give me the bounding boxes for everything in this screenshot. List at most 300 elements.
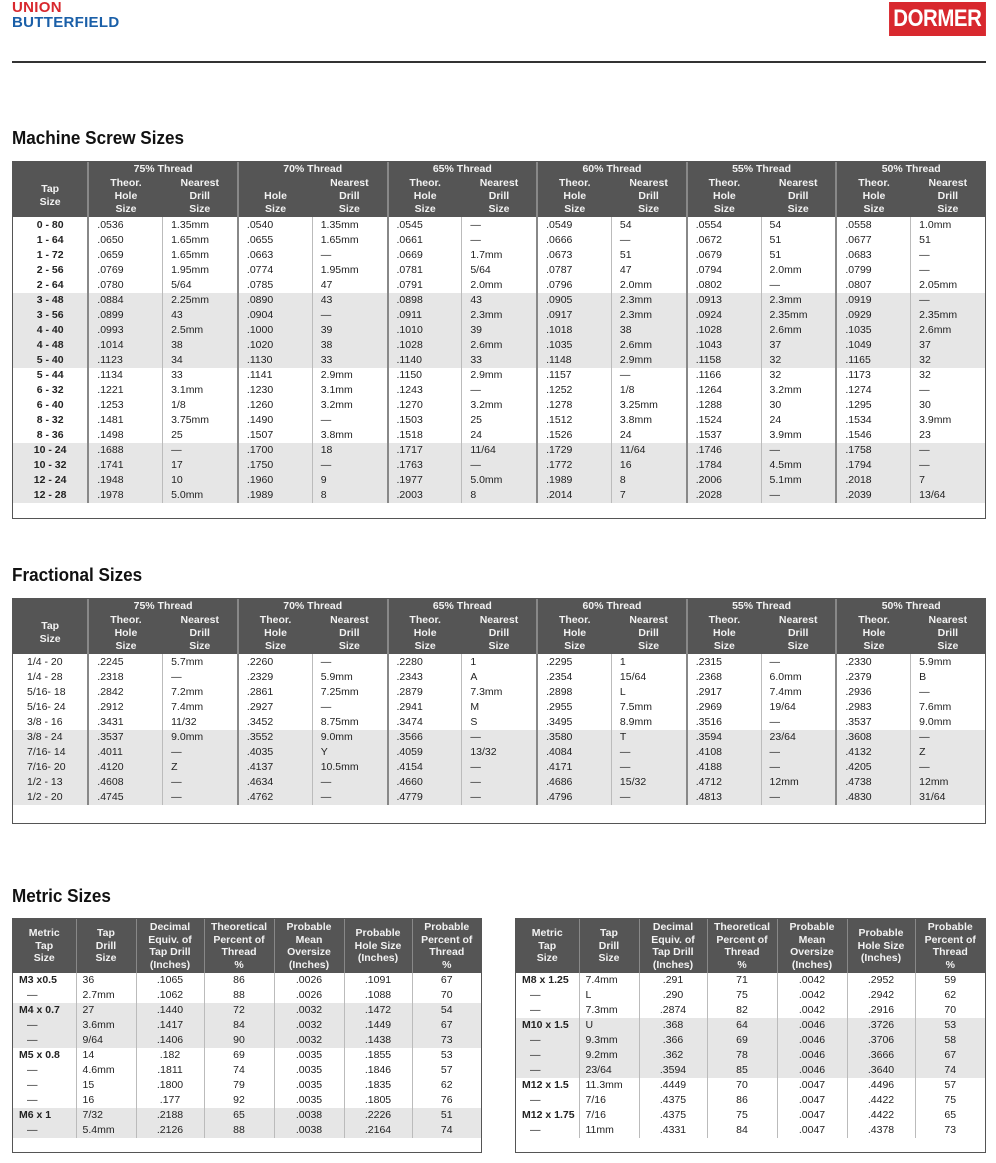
machine-value-cell: .1960 xyxy=(238,473,312,488)
fractional-value-cell: 23/64 xyxy=(761,730,836,745)
machine-value-cell: 23 xyxy=(911,428,985,443)
metric-left-value-cell: 16 xyxy=(76,1093,136,1108)
fractional-value-cell: 6.0mm xyxy=(761,670,836,685)
fractional-value-cell: .4608 xyxy=(88,775,162,790)
logo-line-butterfield: BUTTERFIELD xyxy=(12,14,120,31)
metric-right-value-cell: 7.4mm xyxy=(579,973,639,988)
machine-value-cell: 1.7mm xyxy=(462,248,537,263)
fractional-value-cell: 5.9mm xyxy=(312,670,387,685)
machine-value-cell: .1546 xyxy=(836,428,910,443)
machine-value-cell: .0899 xyxy=(88,308,162,323)
fractional-value-cell: — xyxy=(911,685,985,700)
machine-value-cell: 25 xyxy=(163,428,238,443)
metric-left-metric-size-cell: — xyxy=(13,1123,76,1138)
fractional-thread-group-header: 60% Thread xyxy=(537,599,687,614)
machine-value-cell: .1260 xyxy=(238,398,312,413)
metric-left-row xyxy=(13,1093,481,1108)
machine-row xyxy=(13,458,985,473)
metric-left-value-cell: .0038 xyxy=(274,1108,344,1123)
metric-right-value-cell: .0047 xyxy=(777,1093,847,1108)
machine-value-cell: 30 xyxy=(911,398,985,413)
metric-right-value-cell: 84 xyxy=(707,1123,777,1138)
machine-value-cell: 17 xyxy=(163,458,238,473)
metric-right-value-cell: .4331 xyxy=(639,1123,707,1138)
metric-right-value-cell: .2916 xyxy=(847,1003,915,1018)
metric-right-value-cell: .4375 xyxy=(639,1093,707,1108)
machine-value-cell: 2.6mm xyxy=(462,338,537,353)
machine-value-cell: .1157 xyxy=(537,368,611,383)
fractional-value-cell: .4762 xyxy=(238,790,312,805)
machine-row xyxy=(13,338,985,353)
fractional-thread-group-header: 65% Thread xyxy=(388,599,538,614)
metric-left-value-cell: 86 xyxy=(204,973,274,988)
machine-value-cell: 11/64 xyxy=(611,443,686,458)
metric-right-value-cell: .368 xyxy=(639,1018,707,1033)
metric-left-value-cell: .1472 xyxy=(344,1003,412,1018)
metric-right-value-cell: L xyxy=(579,988,639,1003)
metric-right-metric-size-cell: — xyxy=(530,1004,541,1016)
metric-left-value-cell: .1062 xyxy=(136,988,204,1003)
machine-value-cell: .1717 xyxy=(388,443,462,458)
machine-thread-group-header: 70% Thread xyxy=(238,162,388,177)
fractional-value-cell: 7.25mm xyxy=(312,685,387,700)
fractional-value-cell: — xyxy=(163,775,238,790)
metric-left-value-cell: .0035 xyxy=(274,1048,344,1063)
machine-value-cell: 5/64 xyxy=(462,263,537,278)
machine-value-cell: 32 xyxy=(911,368,985,383)
machine-value-cell: .0924 xyxy=(687,308,761,323)
machine-value-cell: 33 xyxy=(462,353,537,368)
fractional-value-cell: — xyxy=(911,730,985,745)
machine-value-cell: .1490 xyxy=(238,413,312,428)
machine-value-cell: .1989 xyxy=(537,473,611,488)
metric-right-value-cell: .4375 xyxy=(639,1108,707,1123)
fractional-value-cell: .3474 xyxy=(388,715,462,730)
metric-left-value-cell: .0032 xyxy=(274,1033,344,1048)
machine-value-cell: — xyxy=(611,368,686,383)
fractional-nearest-drill-size-header: Nearest Drill Size xyxy=(761,614,836,654)
dormer-logo: DORMER xyxy=(889,2,986,36)
machine-value-cell: 47 xyxy=(312,278,387,293)
machine-value-cell: 24 xyxy=(761,413,836,428)
metric-left-row xyxy=(13,1123,481,1138)
machine-header-group-row xyxy=(13,162,985,177)
machine-theor-hole-size-header: Theor. Hole Size xyxy=(88,177,162,217)
machine-value-cell: .0785 xyxy=(238,278,312,293)
fractional-value-cell: 9.0mm xyxy=(911,715,985,730)
metric-left-row xyxy=(13,1078,481,1093)
metric-right-value-cell: .3706 xyxy=(847,1033,915,1048)
fractional-value-cell: .2343 xyxy=(388,670,462,685)
metric-right-value-cell: .3594 xyxy=(639,1063,707,1078)
machine-value-cell: .1288 xyxy=(687,398,761,413)
machine-value-cell: 39 xyxy=(462,323,537,338)
metric-right-value-cell: .0047 xyxy=(777,1078,847,1093)
machine-value-cell: 1.35mm xyxy=(312,217,387,233)
metric-right-value-cell: .366 xyxy=(639,1033,707,1048)
machine-nearest-drill-size-header: Nearest Drill Size xyxy=(911,177,985,217)
metric-left-row xyxy=(13,1108,481,1123)
fractional-value-cell: .2898 xyxy=(537,685,611,700)
metric-right-metric-size-cell: M8 x 1.25 xyxy=(522,974,569,986)
machine-value-cell: 51 xyxy=(611,248,686,263)
header-divider xyxy=(12,61,986,63)
metric-right-value-cell: .0046 xyxy=(777,1063,847,1078)
fractional-theor-hole-size-header: Theor. Hole Size xyxy=(836,614,910,654)
metric-right-metric-size-cell: M10 x 1.5 xyxy=(516,1018,579,1033)
fractional-value-cell: .3537 xyxy=(836,715,910,730)
machine-value-cell: .0796 xyxy=(537,278,611,293)
machine-value-cell: .1230 xyxy=(238,383,312,398)
fractional-tap-size-cell: 5/16- 18 xyxy=(27,686,66,698)
machine-value-cell: .2006 xyxy=(687,473,761,488)
machine-value-cell: .0919 xyxy=(836,293,910,308)
metric-left-metric-size-cell: — xyxy=(27,1094,38,1106)
machine-value-cell: 11/64 xyxy=(462,443,537,458)
machine-value-cell: .1123 xyxy=(88,353,162,368)
machine-value-cell: .1481 xyxy=(88,413,162,428)
machine-value-cell: .0890 xyxy=(238,293,312,308)
machine-value-cell: — xyxy=(761,488,836,503)
machine-value-cell: 24 xyxy=(462,428,537,443)
machine-tap-size-cell: 5 - 44 xyxy=(36,369,64,381)
fractional-value-cell: 9.0mm xyxy=(312,730,387,745)
fractional-value-cell: 1 xyxy=(611,654,686,670)
metric-right-header-row xyxy=(516,919,985,973)
machine-value-cell: 3.2mm xyxy=(462,398,537,413)
fractional-nearest-drill-size-header: Nearest Drill Size xyxy=(163,614,238,654)
machine-theor-hole-size-header: Theor. Hole Size xyxy=(687,177,761,217)
machine-value-cell: .1746 xyxy=(687,443,761,458)
machine-value-cell: 5.0mm xyxy=(163,488,238,503)
metric-left-value-cell: 70 xyxy=(412,988,481,1003)
machine-value-cell: .0774 xyxy=(238,263,312,278)
machine-value-cell: .0799 xyxy=(836,263,910,278)
machine-tap-size-cell: 12 - 28 xyxy=(13,488,88,503)
machine-value-cell: .1166 xyxy=(687,368,761,383)
machine-value-cell: .1130 xyxy=(238,353,312,368)
machine-value-cell: 2.35mm xyxy=(911,308,985,323)
machine-tap-size-header: Tap Size xyxy=(13,162,88,217)
fractional-value-cell: 12mm xyxy=(911,775,985,790)
machine-tap-size-cell: 2 - 56 xyxy=(36,264,64,276)
metric-right-value-cell: 73 xyxy=(915,1123,985,1138)
fractional-value-cell: .4796 xyxy=(537,790,611,805)
machine-nearest-drill-size-header: Nearest Drill Size xyxy=(761,177,836,217)
fractional-value-cell: .2315 xyxy=(687,654,761,670)
machine-row xyxy=(13,293,985,308)
machine-value-cell: 2.6mm xyxy=(761,323,836,338)
metric-right-column-header: Tap Drill Size xyxy=(579,919,639,973)
machine-value-cell: .0659 xyxy=(88,248,162,263)
machine-value-cell: 34 xyxy=(163,353,238,368)
metric-right-value-cell: .0047 xyxy=(777,1108,847,1123)
fractional-value-cell: .2295 xyxy=(537,654,611,670)
machine-row xyxy=(13,308,985,323)
metric-right-value-cell: 9.3mm xyxy=(579,1033,639,1048)
machine-value-cell: .0787 xyxy=(537,263,611,278)
machine-nearest-drill-size-header: Nearest Drill Size xyxy=(312,177,387,217)
fractional-value-cell: .4779 xyxy=(388,790,462,805)
fractional-value-cell: — xyxy=(312,775,387,790)
fractional-value-cell: .2969 xyxy=(687,700,761,715)
metric-right-value-cell: .3640 xyxy=(847,1063,915,1078)
machine-value-cell: — xyxy=(163,443,238,458)
machine-value-cell: 3.1mm xyxy=(312,383,387,398)
metric-right-column-header: Probable Percent of Thread % xyxy=(915,919,985,973)
metric-left-value-cell: .0035 xyxy=(274,1078,344,1093)
metric-right-value-cell: .4449 xyxy=(639,1078,707,1093)
logo-line-union: UNION xyxy=(12,0,62,16)
machine-value-cell: .1150 xyxy=(388,368,462,383)
machine-thread-group-header: 65% Thread xyxy=(388,162,538,177)
metric-left-row xyxy=(13,973,481,988)
metric-left-value-cell: .2188 xyxy=(136,1108,204,1123)
machine-value-cell: .1010 xyxy=(388,323,462,338)
machine-value-cell: — xyxy=(761,278,836,293)
fractional-value-cell: 13/32 xyxy=(462,745,537,760)
fractional-value-cell: — xyxy=(761,790,836,805)
machine-value-cell: 18 xyxy=(312,443,387,458)
fractional-value-cell: .4686 xyxy=(537,775,611,790)
fractional-value-cell: .4154 xyxy=(388,760,462,775)
machine-value-cell: .0554 xyxy=(687,217,761,233)
fractional-value-cell: .2330 xyxy=(836,654,910,670)
machine-value-cell: 2.3mm xyxy=(761,293,836,308)
machine-value-cell: .1134 xyxy=(88,368,162,383)
fractional-value-cell: 11/32 xyxy=(163,715,238,730)
metric-right-metric-size-cell: — xyxy=(530,989,541,1001)
fractional-value-cell: .2983 xyxy=(836,700,910,715)
machine-value-cell: .0904 xyxy=(238,308,312,323)
metric-right-value-cell: 62 xyxy=(915,988,985,1003)
metric-left-metric-size-cell: — xyxy=(27,1079,38,1091)
metric-left-value-cell: 74 xyxy=(412,1123,481,1138)
machine-value-cell: .1252 xyxy=(537,383,611,398)
machine-value-cell: .0898 xyxy=(388,293,462,308)
fractional-value-cell: B xyxy=(911,670,985,685)
fractional-value-cell: — xyxy=(611,790,686,805)
metric-right-value-cell: .4422 xyxy=(847,1108,915,1123)
machine-value-cell: .1028 xyxy=(687,323,761,338)
fractional-value-cell: 12mm xyxy=(761,775,836,790)
fractional-value-cell: — xyxy=(611,760,686,775)
metric-right-metric-size-cell: — xyxy=(530,1094,541,1106)
machine-value-cell: .0913 xyxy=(687,293,761,308)
metric-right-value-cell: U xyxy=(579,1018,639,1033)
metric-right-metric-size-cell: M12 x 1.5 xyxy=(522,1079,569,1091)
fractional-value-cell: .4830 xyxy=(836,790,910,805)
metric-left-value-cell: 5.4mm xyxy=(76,1123,136,1138)
metric-right-table xyxy=(516,919,985,1138)
metric-right-value-cell: .4378 xyxy=(847,1123,915,1138)
machine-tap-size-cell: 5 - 40 xyxy=(13,353,88,368)
metric-left-value-cell: 51 xyxy=(412,1108,481,1123)
machine-value-cell: — xyxy=(911,248,985,263)
fractional-row xyxy=(13,760,985,775)
machine-value-cell: — xyxy=(312,308,387,323)
machine-value-cell: .0802 xyxy=(687,278,761,293)
machine-value-cell: .1537 xyxy=(687,428,761,443)
fractional-value-cell: .3552 xyxy=(238,730,312,745)
machine-value-cell: .0791 xyxy=(388,278,462,293)
metric-right-value-cell: .362 xyxy=(639,1048,707,1063)
machine-value-cell: 16 xyxy=(611,458,686,473)
machine-theor-hole-size-header: Theor. Hole Size xyxy=(537,177,611,217)
metric-right-value-cell: 7.3mm xyxy=(579,1003,639,1018)
metric-right-value-cell: 7/16 xyxy=(579,1093,639,1108)
machine-tap-size-cell: 3 - 48 xyxy=(13,293,88,308)
fractional-theor-hole-size-header: Theor. Hole Size xyxy=(238,614,312,654)
fractional-row xyxy=(13,670,985,685)
metric-right-value-cell: 7/16 xyxy=(579,1108,639,1123)
machine-value-cell: 38 xyxy=(611,323,686,338)
machine-value-cell: 1.65mm xyxy=(312,233,387,248)
metric-right-value-cell: .2942 xyxy=(847,988,915,1003)
metric-left-value-cell: .182 xyxy=(136,1048,204,1063)
machine-value-cell: 30 xyxy=(761,398,836,413)
machine-row xyxy=(13,248,985,263)
machine-value-cell: .2018 xyxy=(836,473,910,488)
machine-value-cell: .1512 xyxy=(537,413,611,428)
machine-value-cell: 32 xyxy=(761,368,836,383)
machine-value-cell: 47 xyxy=(611,263,686,278)
fractional-value-cell: .3431 xyxy=(88,715,162,730)
fractional-value-cell: 7.2mm xyxy=(163,685,238,700)
machine-value-cell: .1784 xyxy=(687,458,761,473)
fractional-value-cell: .4171 xyxy=(537,760,611,775)
machine-tap-size-cell: 8 - 32 xyxy=(36,414,64,426)
machine-value-cell: 2.0mm xyxy=(462,278,537,293)
machine-value-cell: .1018 xyxy=(537,323,611,338)
fractional-value-cell: .4120 xyxy=(88,760,162,775)
machine-value-cell: 3.25mm xyxy=(611,398,686,413)
fractional-tap-size-cell: 3/8 - 24 xyxy=(13,730,88,745)
fractional-theor-hole-size-header: Theor. Hole Size xyxy=(537,614,611,654)
machine-tap-size-cell: 6 - 40 xyxy=(36,399,64,411)
machine-value-cell: 1/8 xyxy=(611,383,686,398)
fractional-row xyxy=(13,790,985,805)
fractional-value-cell: .3594 xyxy=(687,730,761,745)
machine-value-cell: 37 xyxy=(761,338,836,353)
metric-left-value-cell: 76 xyxy=(412,1093,481,1108)
machine-value-cell: 2.5mm xyxy=(163,323,238,338)
metric-left-metric-size-cell: — xyxy=(13,1018,76,1033)
machine-value-cell: — xyxy=(462,233,537,248)
metric-right-value-cell: 57 xyxy=(915,1078,985,1093)
metric-left-value-cell: .1449 xyxy=(344,1018,412,1033)
machine-value-cell: 1.65mm xyxy=(163,233,238,248)
metric-left-value-cell: .1088 xyxy=(344,988,412,1003)
machine-value-cell: .0677 xyxy=(836,233,910,248)
machine-value-cell: 24 xyxy=(611,428,686,443)
fractional-value-cell: .3608 xyxy=(836,730,910,745)
metric-right-value-cell: 69 xyxy=(707,1033,777,1048)
metric-left-value-cell: 15 xyxy=(76,1078,136,1093)
machine-value-cell: .0663 xyxy=(238,248,312,263)
machine-row xyxy=(13,488,985,503)
machine-value-cell: .1989 xyxy=(238,488,312,503)
machine-nearest-drill-size-header: Nearest Drill Size xyxy=(163,177,238,217)
metric-left-value-cell: .1811 xyxy=(136,1063,204,1078)
machine-tap-size-cell: 1 - 72 xyxy=(36,249,64,261)
metric-right-row xyxy=(516,1033,985,1048)
machine-value-cell: 2.3mm xyxy=(462,308,537,323)
machine-value-cell: 1.65mm xyxy=(163,248,238,263)
machine-value-cell: .1000 xyxy=(238,323,312,338)
fractional-row xyxy=(13,730,985,745)
machine-tap-size-cell: 12 - 24 xyxy=(13,473,88,488)
machine-theor-hole-size-header: Theor. Hole Size xyxy=(388,177,462,217)
fractional-value-cell: — xyxy=(761,745,836,760)
machine-value-cell: 3.2mm xyxy=(761,383,836,398)
metric-left-value-cell: .0026 xyxy=(274,988,344,1003)
metric-right-value-cell: 75 xyxy=(707,988,777,1003)
machine-value-cell: .0780 xyxy=(88,278,162,293)
machine-value-cell: .0669 xyxy=(388,248,462,263)
machine-value-cell: 7 xyxy=(911,473,985,488)
metric-right-row xyxy=(516,1018,985,1033)
fractional-value-cell: 15/32 xyxy=(611,775,686,790)
machine-value-cell: 2.9mm xyxy=(462,368,537,383)
metric-right-value-cell: .4496 xyxy=(847,1078,915,1093)
fractional-value-cell: .4011 xyxy=(88,745,162,760)
machine-value-cell: .0911 xyxy=(388,308,462,323)
metric-right-value-cell: 11.3mm xyxy=(579,1078,639,1093)
fractional-value-cell: — xyxy=(312,790,387,805)
metric-right-row xyxy=(516,1048,985,1063)
metric-right-value-cell: .0042 xyxy=(777,1003,847,1018)
fractional-value-cell: .4745 xyxy=(88,790,162,805)
machine-value-cell: .0884 xyxy=(88,293,162,308)
metric-left-row xyxy=(13,988,481,1003)
metric-left-value-cell: 53 xyxy=(412,1048,481,1063)
metric-right-value-cell: 58 xyxy=(915,1033,985,1048)
machine-value-cell: 2.9mm xyxy=(312,368,387,383)
machine-value-cell: 2.6mm xyxy=(911,323,985,338)
machine-value-cell: .1503 xyxy=(388,413,462,428)
machine-value-cell: 13/64 xyxy=(911,488,985,503)
fractional-tap-size-cell: 1/2 - 20 xyxy=(13,790,88,805)
metric-right-value-cell: 78 xyxy=(707,1048,777,1063)
machine-value-cell: .0794 xyxy=(687,263,761,278)
fractional-value-cell: — xyxy=(462,730,537,745)
fractional-value-cell: — xyxy=(312,654,387,670)
metric-left-value-cell: 92 xyxy=(204,1093,274,1108)
machine-nearest-drill-size-header: Nearest Drill Size xyxy=(462,177,537,217)
metric-left-value-cell: .1091 xyxy=(344,973,412,988)
machine-row xyxy=(13,233,985,248)
machine-value-cell: .1977 xyxy=(388,473,462,488)
fractional-value-cell: .3452 xyxy=(238,715,312,730)
metric-right-value-cell: .0046 xyxy=(777,1033,847,1048)
machine-value-cell: .1035 xyxy=(836,323,910,338)
fractional-value-cell: 19/64 xyxy=(761,700,836,715)
metric-left-column-header: Tap Drill Size xyxy=(76,919,136,973)
machine-row xyxy=(13,278,985,293)
metric-right-value-cell: 59 xyxy=(915,973,985,988)
machine-row xyxy=(13,263,985,278)
machine-value-cell: — xyxy=(911,443,985,458)
machine-thread-group-header: 55% Thread xyxy=(687,162,837,177)
machine-value-cell: .0917 xyxy=(537,308,611,323)
machine-value-cell: .1014 xyxy=(88,338,162,353)
machine-tap-size-cell: 4 - 40 xyxy=(13,323,88,338)
machine-value-cell: .1729 xyxy=(537,443,611,458)
machine-value-cell: — xyxy=(462,383,537,398)
machine-value-cell: .0540 xyxy=(238,217,312,233)
metric-right-row xyxy=(516,1093,985,1108)
